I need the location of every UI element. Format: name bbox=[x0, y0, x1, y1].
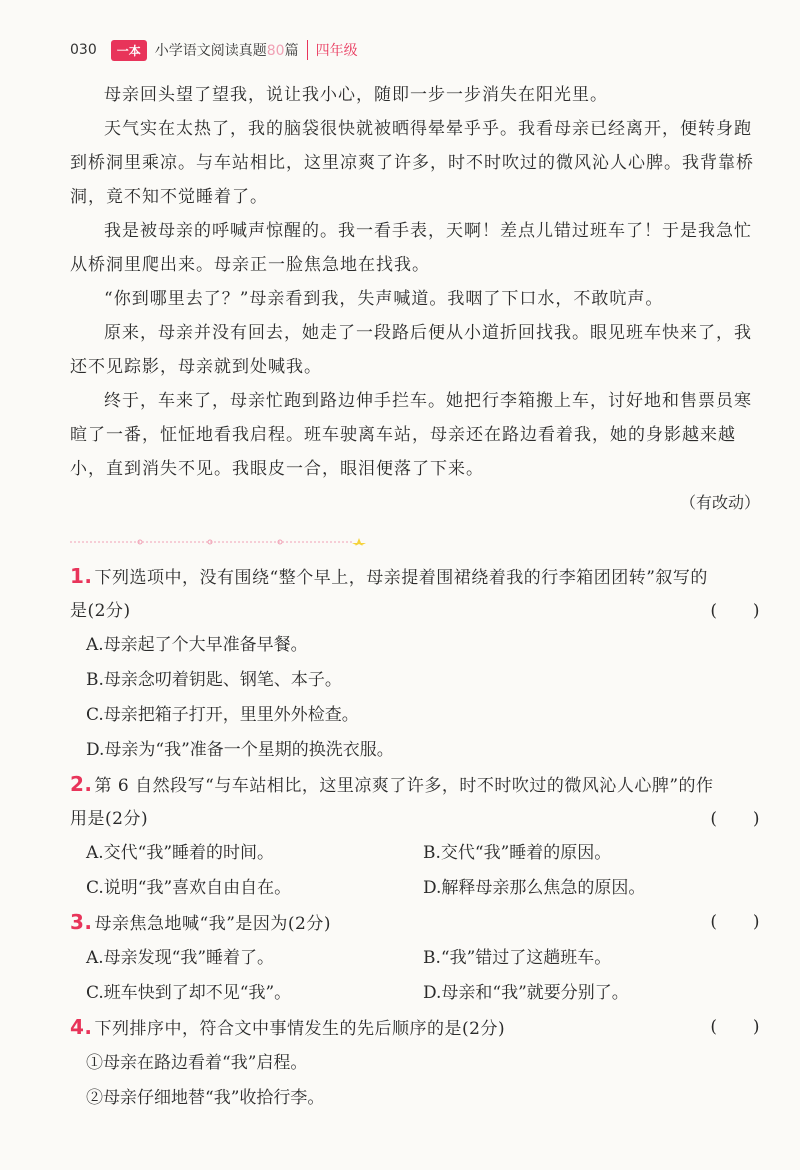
paragraph: 我是被母亲的呼喊声惊醒的。我一看手表，天啊！差点儿错过班车了！于是我急忙从桥洞里爬出来。母亲正一脸焦急地在找我。 bbox=[70, 221, 752, 275]
option-row bbox=[70, 836, 760, 871]
page-number: 030 bbox=[70, 42, 97, 58]
option[interactable]: B.母亲念叨着钥匙、钢笔、本子。 bbox=[86, 670, 342, 690]
paragraph: 原来，母亲并没有回去，她走了一段路后便从小道折回找我。眼见班车快来了，我还不见踪影，母亲就到处喊我。 bbox=[70, 323, 752, 377]
adaptation-note: （有改动） bbox=[679, 493, 760, 512]
question-text: 是(2分) bbox=[70, 601, 131, 621]
reading-passage bbox=[70, 78, 760, 520]
grade-label: 四年级 bbox=[307, 40, 358, 60]
star-icon bbox=[352, 538, 366, 546]
answer-blank[interactable]: ( ) bbox=[710, 601, 760, 621]
paragraph: 母亲回头望了望我，说让我小心，随即一步一步消失在阳光里。 bbox=[104, 85, 608, 105]
option-row bbox=[70, 976, 760, 1011]
answer-blank[interactable]: ( ) bbox=[710, 912, 760, 932]
question-2: 2. 第 6 自然段写“与车站相比，这里凉爽了许多，时不时吹过的微风沁人心脾”的作 用是(2分) ( ) bbox=[70, 768, 760, 836]
answer-blank[interactable]: ( ) bbox=[710, 1017, 760, 1037]
question-3: 3. 母亲焦急地喊“我”是因为(2分) ( ) bbox=[70, 906, 760, 941]
option-row bbox=[70, 871, 760, 906]
question-4: 4. 下列排序中，符合文中事情发生的先后顺序的是(2分) ( ) bbox=[70, 1011, 760, 1046]
option[interactable]: C.说明“我”喜欢自由自在。 bbox=[86, 878, 292, 898]
option[interactable]: B.“我”错过了这趟班车。 bbox=[423, 948, 612, 968]
question-text: 用是(2分) bbox=[70, 809, 149, 829]
question-1: 1. 下列选项中，没有围绕“整个早上，母亲提着围裙绕着我的行李箱团团转”叙写的 是(2分) ( ) bbox=[70, 560, 760, 628]
option[interactable]: A.母亲发现“我”睡着了。 bbox=[86, 948, 275, 968]
question-text: 母亲焦急地喊“我”是因为(2分) bbox=[94, 914, 331, 934]
paragraph: 终于，车来了，母亲忙跑到路边伸手拦车。她把行李箱搬上车，讨好地和售票员寒暄了一番，怔怔地看我启程。班车驶离车站，母亲还在路边看着我，她的身影越来越小，直到消失不见。我眼皮一合，眼泪便落了下来。 bbox=[70, 391, 752, 479]
option[interactable]: C.母亲把箱子打开，里里外外检查。 bbox=[86, 705, 359, 725]
brand-logo: 一本 bbox=[111, 40, 147, 61]
option[interactable]: C.班车快到了却不见“我”。 bbox=[86, 983, 292, 1003]
option[interactable]: D.解释母亲那么焦急的原因。 bbox=[423, 878, 646, 898]
question-text: 下列选项中，没有围绕“整个早上，母亲提着围裙绕着我的行李箱团团转”叙写的 bbox=[94, 568, 708, 588]
option[interactable]: D.母亲为“我”准备一个星期的换洗衣服。 bbox=[86, 740, 394, 760]
sequence-item: ②母亲仔细地替“我”收拾行李。 bbox=[86, 1088, 325, 1108]
option[interactable]: D.母亲和“我”就要分别了。 bbox=[423, 983, 629, 1003]
book-title: 小学语文阅读真题80篇 bbox=[154, 43, 299, 59]
question-text: 下列排序中，符合文中事情发生的先后顺序的是(2分) bbox=[94, 1019, 506, 1039]
option-row bbox=[70, 941, 760, 976]
answer-blank[interactable]: ( ) bbox=[710, 809, 760, 829]
question-text: 第 6 自然段写“与车站相比，这里凉爽了许多，时不时吹过的微风沁人心脾”的作 bbox=[94, 776, 714, 796]
option[interactable]: B.交代“我”睡着的原因。 bbox=[423, 843, 612, 863]
paragraph: “你到哪里去了？”母亲看到我，失声喊道。我咽了下口水，不敢吭声。 bbox=[104, 289, 664, 309]
paragraph: 天气实在太热了，我的脑袋很快就被晒得晕晕乎乎。我看母亲已经离开，便转身跑到桥洞里乘凉。与车站相比，这里凉爽了许多，时不时吹过的微风沁人心脾。我背靠桥洞，竟不知不觉睡着了。 bbox=[70, 119, 754, 207]
sequence-item: ①母亲在路边看着“我”启程。 bbox=[86, 1053, 308, 1073]
option[interactable]: A.母亲起了个大早准备早餐。 bbox=[86, 635, 308, 655]
option[interactable]: A.交代“我”睡着的时间。 bbox=[86, 843, 275, 863]
section-divider bbox=[70, 538, 366, 546]
question-section bbox=[70, 560, 760, 1116]
page-header bbox=[70, 38, 358, 62]
